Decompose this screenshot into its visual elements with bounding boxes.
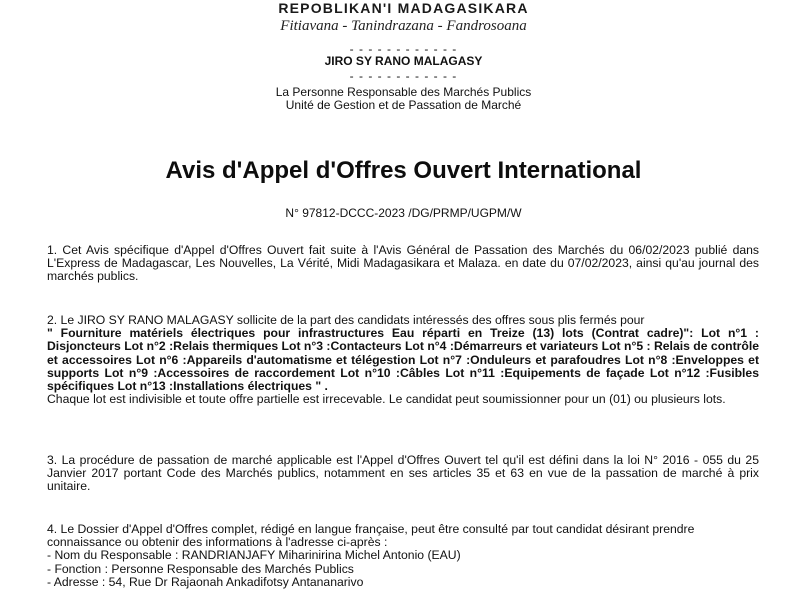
- contact-name: - Nom du Responsable : RANDRIANJAFY Miharinirina Michel Antonio (EAU): [47, 548, 461, 563]
- separator-top: - - - - - - - - - - - -: [349, 42, 458, 56]
- page-title: Avis d'Appel d'Offres Ouvert International: [165, 157, 642, 184]
- paragraph-2: [47, 314, 759, 406]
- reference-number: N° 97812-DCCC-2023 /DG/PRMP/UGPM/W: [285, 206, 522, 220]
- management-unit: Unité de Gestion et de Passation de Marché: [285, 98, 522, 112]
- paragraph-4: [47, 523, 759, 589]
- paragraph-2-intro: 2. Le JIRO SY RANO MALAGASY sollicite de la part des candidats intéressés des offres sous plis fermés pour: [47, 313, 645, 327]
- contact-function: - Fonction : Personne Responsable des Marchés Publics: [47, 561, 354, 576]
- responsible-person: La Personne Responsable des Marchés Publics: [275, 85, 532, 99]
- organization-name: JIRO SY RANO MALAGASY: [324, 54, 483, 68]
- paragraph-3: 3. La procédure de passation de marché applicable est l'Appel d'Offres Ouvert tel qu'il est défini dans la loi N° 2016 - 055 du 25 Janvier 2017 portant Code des Marchés publics, notamment en ses articles 35 et 63 en vue de la passation de marché à prix unitaire.: [47, 453, 759, 494]
- paragraph-1: 1. Cet Avis spécifique d'Appel d'Offres Ouvert fait suite à l'Avis Général de Passation des Marchés du 06/02/2023 publié dans L'Express de Madagascar, Les Nouvelles, La Vérité, Midi Madagasikara et Malaza. en date du 07/02/2023, ainsi qu'au journal des marchés publics.: [47, 243, 759, 284]
- republic-heading: REPOBLIKAN'I MADAGASIKARA: [278, 0, 529, 16]
- paragraph-2-outro: Chaque lot est indivisible et toute offre partielle est irrecevable. Le candidat peut soumissionner pour un (01) ou plusieurs lots.: [47, 392, 726, 407]
- paragraph-4-intro: 4. Le Dossier d'Appel d'Offres complet, rédigé en langue française, peut être consulté par tout candidat désirant prendre connaissance ou obtenir des informations à l'adresse ci-après :: [47, 522, 695, 550]
- separator-bottom: - - - - - - - - - - - -: [349, 69, 458, 83]
- paragraph-2-lots: " Fourniture matériels électriques pour infrastructures Eau réparti en Treize (13) lots (Contrat cadre)": Lot n°1 : Disjoncteurs Lot n°2 :Relais thermiques Lot n°3 :Contacteurs Lot n°4 :Démarreurs et variateurs Lot n°5 : Relais de contrôle et accessoires Lot n°6 :Appareils d'automatisme et télégestion Lot n°7 :Onduleurs et parafoudres Lot n°8 :Enveloppes et supports Lot n°9 :Accessoires de raccordement Lot n°10 :Câbles Lot n°11 :Equipements de façade Lot n°12 :Fusibles spécifiques Lot n°13 :Installations électriques " .: [47, 326, 759, 394]
- contact-address: - Adresse : 54, Rue Dr Rajaonah Ankadifotsy Antananarivo: [47, 574, 364, 589]
- national-motto: Fitiavana - Tanindrazana - Fandrosoana: [280, 18, 527, 34]
